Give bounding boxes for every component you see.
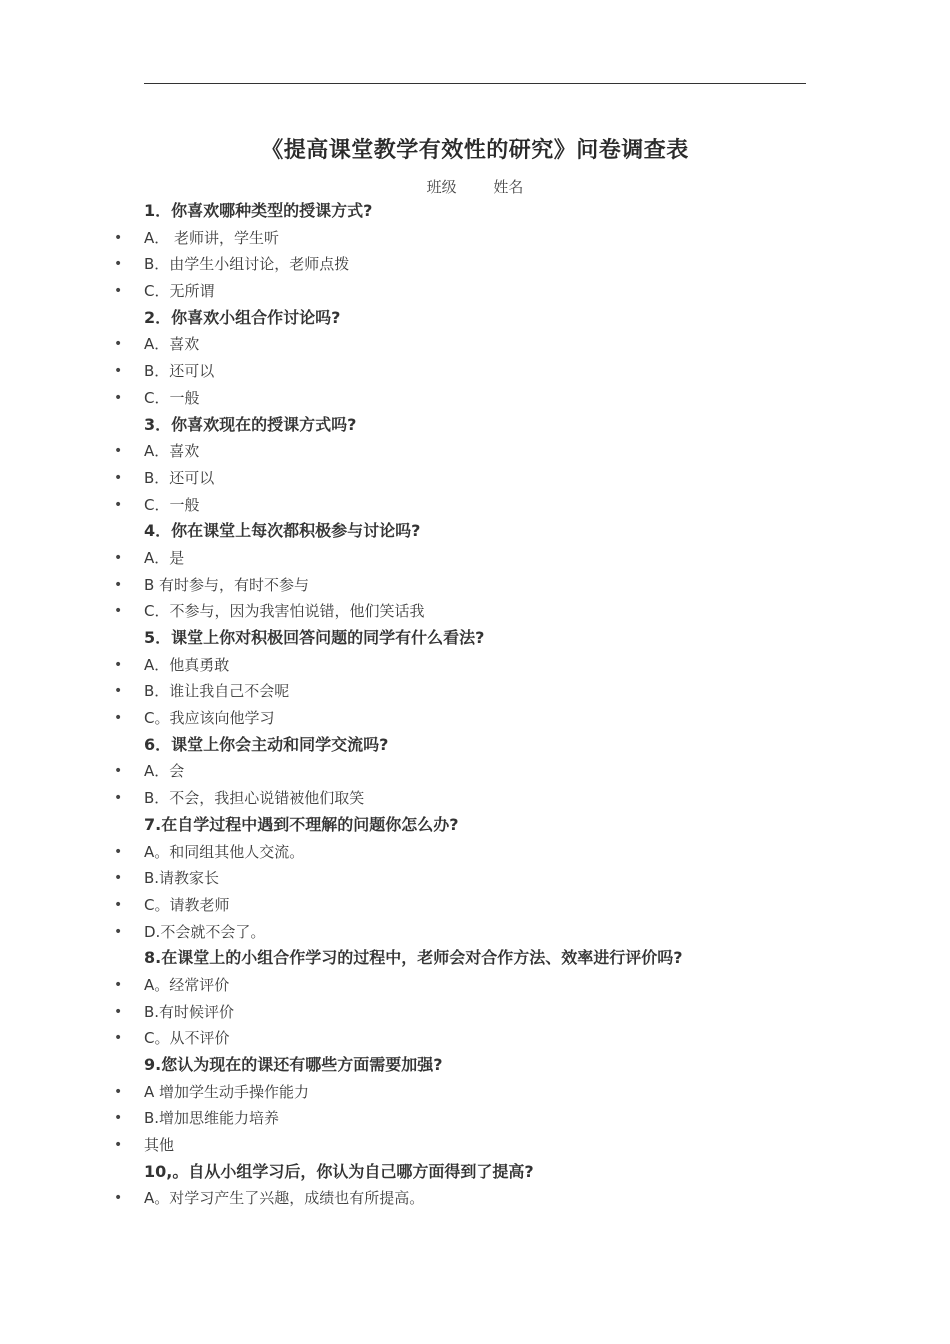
- option-item: [0, 1025, 950, 1052]
- questionnaire: [0, 198, 950, 1212]
- option-text: A。对学习产生了兴趣，成绩也有所提高。: [144, 1189, 425, 1208]
- option-text: A． 老师讲，学生听: [144, 228, 280, 247]
- option-item: [0, 785, 950, 812]
- bullet-icon: •: [114, 443, 123, 460]
- option-item: [0, 545, 950, 572]
- bullet-icon: •: [114, 1030, 123, 1047]
- bullet-icon: •: [114, 763, 123, 780]
- option-item: [0, 652, 950, 679]
- option-text: A．喜欢: [144, 335, 200, 354]
- bullet-icon: •: [114, 923, 123, 940]
- option-item: [0, 251, 950, 278]
- option-text: B．不会，我担心说错被他们取笑: [144, 789, 365, 808]
- option-item: [0, 465, 950, 492]
- header-rule: [144, 83, 806, 84]
- option-item: [0, 358, 950, 385]
- bullet-icon: •: [114, 549, 123, 566]
- option-item: [0, 678, 950, 705]
- option-text: A。和同组其他人交流。: [144, 842, 305, 861]
- bullet-icon: •: [114, 1190, 123, 1207]
- bullet-icon: •: [114, 363, 123, 380]
- option-text: B 有时参与，有时不参与: [144, 575, 310, 594]
- option-text: C．一般: [144, 495, 200, 514]
- name-label: 姓名: [493, 178, 524, 196]
- option-item: [0, 1079, 950, 1106]
- option-text: C。从不评价: [144, 1029, 230, 1048]
- option-item: [0, 972, 950, 999]
- bullet-icon: •: [114, 1110, 123, 1127]
- question-1: 1．你喜欢哪种类型的授课方式?: [144, 201, 373, 220]
- option-item: [0, 572, 950, 599]
- bullet-icon: •: [114, 896, 123, 913]
- document-title: 《提高课堂教学有效性的研究》问卷调查表: [261, 138, 689, 163]
- bullet-icon: •: [114, 576, 123, 593]
- bullet-icon: •: [114, 469, 123, 486]
- question-10: 10,。自从小组学习后，你认为自己哪方面得到了提高?: [144, 1161, 534, 1181]
- option-item: [0, 331, 950, 358]
- option-item: [0, 839, 950, 866]
- option-text: D.不会就不会了。: [144, 922, 266, 941]
- bullet-icon: •: [114, 790, 123, 807]
- option-item: [0, 598, 950, 625]
- option-text: C。请教老师: [144, 895, 230, 914]
- option-text: A．是: [144, 548, 185, 567]
- option-text: B.增加思维能力培养: [144, 1109, 280, 1128]
- option-item: [0, 492, 950, 519]
- option-item: [0, 225, 950, 252]
- option-text: C．一般: [144, 388, 200, 407]
- bullet-icon: •: [114, 1137, 123, 1154]
- option-item: [0, 758, 950, 785]
- bullet-icon: •: [114, 683, 123, 700]
- option-text: B.请教家长: [144, 869, 220, 888]
- bullet-icon: •: [114, 843, 123, 860]
- question-7: 7.在自学过程中遇到不理解的问题你怎么办?: [144, 814, 459, 834]
- option-item: [0, 1132, 950, 1159]
- option-item: [0, 438, 950, 465]
- option-text: A．会: [144, 762, 185, 781]
- question-4: 4．你在课堂上每次都积极参与讨论吗?: [144, 521, 421, 541]
- question-8: 8.在课堂上的小组合作学习的过程中，老师会对合作方法、效率进行评价吗?: [144, 948, 683, 968]
- bullet-icon: •: [114, 336, 123, 353]
- question-9: 9.您认为现在的课还有哪些方面需要加强?: [144, 1055, 443, 1074]
- option-text: B．还可以: [144, 362, 215, 381]
- question-2: 2．你喜欢小组合作讨论吗?: [144, 307, 341, 327]
- bullet-icon: •: [114, 656, 123, 673]
- bullet-icon: •: [114, 976, 123, 993]
- bullet-icon: •: [114, 710, 123, 727]
- option-text: 其他: [144, 1136, 175, 1155]
- option-item: [0, 865, 950, 892]
- option-text: B．还可以: [144, 468, 215, 487]
- bullet-icon: •: [114, 229, 123, 246]
- bullet-icon: •: [114, 603, 123, 620]
- option-item: [0, 1105, 950, 1132]
- option-item: [0, 278, 950, 305]
- option-item: [0, 919, 950, 946]
- question-5: 5．课堂上你对积极回答问题的同学有什么看法?: [144, 628, 485, 647]
- option-item: [0, 705, 950, 732]
- option-text: A。经常评价: [144, 975, 230, 994]
- option-text: A．他真勇敢: [144, 655, 230, 674]
- student-info-line: [0, 176, 950, 197]
- option-text: B．由学生小组讨论，老师点拨: [144, 255, 350, 274]
- bullet-icon: •: [114, 1003, 123, 1020]
- option-item: [0, 1185, 950, 1212]
- question-6: 6．课堂上你会主动和同学交流吗?: [144, 734, 389, 754]
- question-3: 3．你喜欢现在的授课方式吗?: [144, 414, 357, 434]
- option-item: [0, 385, 950, 412]
- option-item: [0, 999, 950, 1026]
- bullet-icon: •: [114, 389, 123, 406]
- option-text: B.有时候评价: [144, 1002, 235, 1021]
- option-text: A 增加学生动手操作能力: [144, 1082, 310, 1101]
- option-text: A．喜欢: [144, 442, 200, 461]
- option-text: C．不参与，因为我害怕说错，他们笑话我: [144, 602, 425, 621]
- option-text: C．无所谓: [144, 282, 215, 301]
- option-text: C。我应该向他学习: [144, 709, 275, 728]
- option-item: [0, 892, 950, 919]
- bullet-icon: •: [114, 256, 123, 273]
- class-label: 班级: [426, 178, 457, 196]
- bullet-icon: •: [114, 870, 123, 887]
- bullet-icon: •: [114, 283, 123, 300]
- option-text: B．谁让我自己不会呢: [144, 682, 290, 701]
- bullet-icon: •: [114, 1083, 123, 1100]
- bullet-icon: •: [114, 496, 123, 513]
